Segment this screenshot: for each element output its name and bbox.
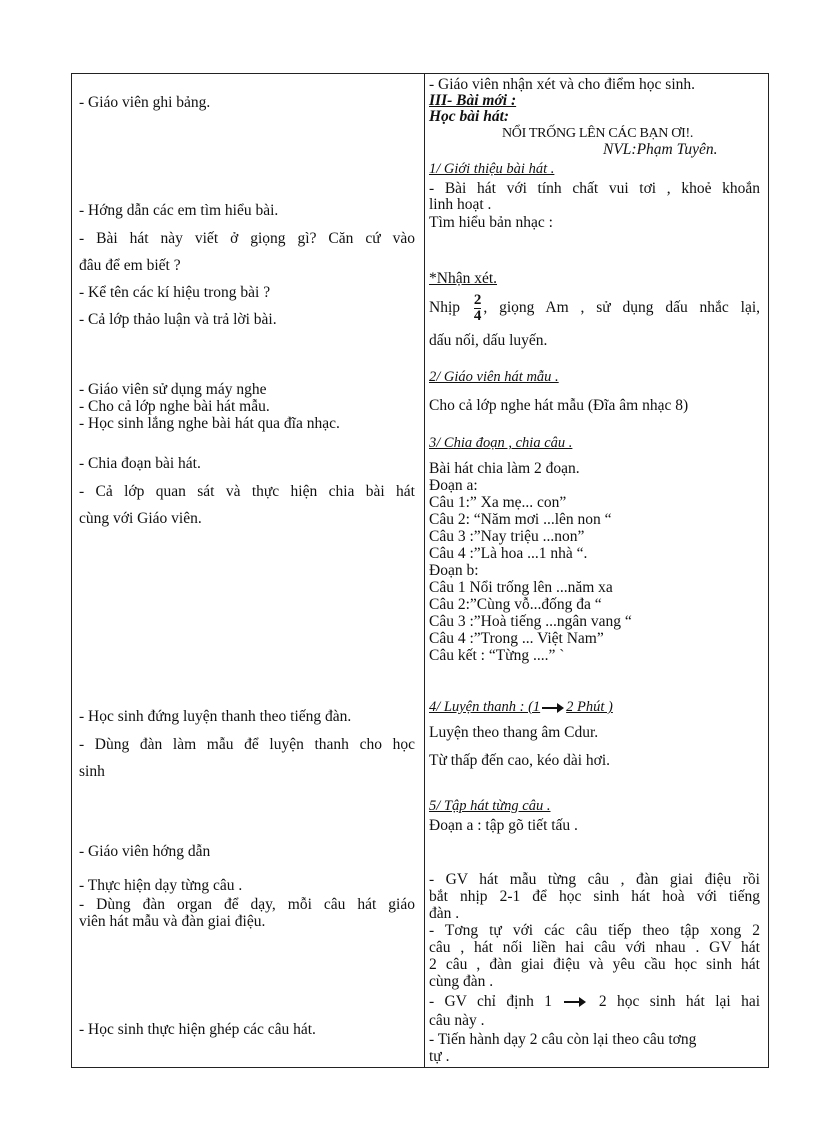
right-line: - Bài hát với tính chất vui tơi , khoẻ khoắn bbox=[429, 180, 760, 197]
subsection-heading: 3/ Chia đoạn , chia câu . bbox=[429, 435, 573, 451]
right-text: Nhịp bbox=[429, 299, 460, 316]
composer: NVL:Phạm Tuyên. bbox=[603, 141, 718, 158]
arrow-right-icon bbox=[542, 703, 564, 713]
right-line: cùng đàn . bbox=[429, 973, 494, 990]
right-line: Câu 2: “Năm mơi ...lên non “ bbox=[429, 511, 612, 528]
right-line: Tìm hiểu bản nhạc : bbox=[429, 214, 553, 231]
left-line: - Cả lớp quan sát và thực hiện chia bài hát bbox=[79, 483, 415, 500]
left-line: - Giáo viên ghi bảng. bbox=[79, 94, 211, 111]
subsection-heading: 1/ Giới thiệu bài hát . bbox=[429, 161, 555, 177]
left-line: - Chia đoạn bài hát. bbox=[79, 455, 201, 472]
right-line: - Tiến hành dạy 2 câu còn lại theo câu tơng bbox=[429, 1031, 697, 1048]
right-line: Đoạn a : tập gõ tiết tấu . bbox=[429, 817, 578, 834]
right-line: câu , hát nối liền hai câu với nhau . GV hát bbox=[429, 939, 760, 956]
right-line: Đoạn a: bbox=[429, 477, 478, 494]
right-line: câu này . bbox=[429, 1012, 485, 1029]
right-line: 2 câu , đàn giai điệu và yêu cầu học sinh hát bbox=[429, 956, 760, 973]
left-line: viên hát mẫu và đàn giai điệu. bbox=[79, 913, 266, 930]
column-divider bbox=[424, 73, 425, 1068]
right-line: tự . bbox=[429, 1048, 450, 1065]
frac-den: 4 bbox=[473, 307, 482, 324]
right-line: linh hoạt . bbox=[429, 196, 492, 213]
right-line bbox=[429, 994, 760, 1010]
left-line: sinh bbox=[79, 763, 105, 780]
right-line: Câu 3 :”Nay triệu ...non” bbox=[429, 528, 585, 545]
right-line: Bài hát chia làm 2 đoạn. bbox=[429, 460, 580, 477]
right-text: 2 học sinh hát lại hai bbox=[598, 993, 761, 1010]
right-line: dấu nối, dấu luyến. bbox=[429, 332, 548, 349]
left-line: - Học sinh đứng luyện thanh theo tiếng đàn. bbox=[79, 708, 352, 725]
right-line: Câu 3 :”Hoà tiếng ...ngân vang “ bbox=[429, 613, 632, 630]
time-signature bbox=[474, 293, 482, 324]
subsection-heading bbox=[429, 699, 613, 716]
left-line: - Kể tên các kí hiệu trong bài ? bbox=[79, 284, 271, 301]
right-line: - GV hát mẫu từng câu , đàn giai điệu rồi bbox=[429, 871, 760, 888]
right-line: Câu 2:”Cùng vỗ...đống đa “ bbox=[429, 596, 602, 613]
right-line: Luyện theo thang âm Cdur. bbox=[429, 724, 599, 741]
lesson-heading: Học bài hát: bbox=[429, 108, 510, 125]
right-line: đàn . bbox=[429, 905, 460, 922]
right-line: Câu kết : “Từng ....” ` bbox=[429, 647, 565, 664]
right-line: Câu 4 :”Trong ... Việt Nam” bbox=[429, 630, 604, 647]
left-line: - Dùng đàn organ để dạy, mỗi câu hát giáo bbox=[79, 896, 415, 913]
left-line: - Cho cả lớp nghe bài hát mẫu. bbox=[79, 398, 270, 415]
left-line: - Giáo viên sử dụng máy nghe bbox=[79, 381, 267, 398]
right-text: , giọng Am , sử dụng dấu nhắc lại, bbox=[483, 299, 761, 316]
song-title: NỔI TRỐNG LÊN CÁC BẠN ƠI!. bbox=[502, 126, 694, 141]
right-line: bắt nhịp 2-1 để học sinh hát hoà với tiếng bbox=[429, 888, 760, 905]
subsection-heading: *Nhận xét. bbox=[429, 270, 498, 287]
heading-text: 4/ Luyện thanh : (1 bbox=[429, 699, 541, 715]
right-line: Câu 4 :”Là hoa ...1 nhà “. bbox=[429, 545, 588, 562]
right-line: Câu 1:” Xa mẹ... con” bbox=[429, 494, 567, 511]
subsection-heading: 2/ Giáo viên hát mẫu . bbox=[429, 369, 559, 385]
left-line: - Bài hát này viết ở giọng gì? Căn cứ vào bbox=[79, 230, 415, 247]
left-line: - Học sinh lắng nghe bài hát qua đĩa nhạc. bbox=[79, 415, 340, 432]
left-line: - Học sinh thực hiện ghép các câu hát. bbox=[79, 1021, 316, 1038]
right-line: - Tơng tự với các câu tiếp theo tập xong 2 bbox=[429, 922, 760, 939]
right-text: - GV chỉ định 1 bbox=[429, 993, 553, 1010]
left-line: - Thực hiện dạy từng câu . bbox=[79, 877, 243, 894]
frac-num: 2 bbox=[473, 291, 482, 308]
left-line: cùng với Giáo viên. bbox=[79, 510, 202, 527]
right-line: Cho cả lớp nghe hát mẫu (Đĩa âm nhạc 8) bbox=[429, 397, 689, 414]
right-line: - Giáo viên nhận xét và cho điểm học sinh. bbox=[429, 76, 696, 93]
arrow-right-icon bbox=[564, 997, 586, 1007]
heading-text: 2 Phút ) bbox=[566, 699, 613, 715]
subsection-heading: 5/ Tập hát từng câu . bbox=[429, 798, 551, 814]
right-line: Từ thấp đến cao, kéo dài hơi. bbox=[429, 752, 611, 769]
left-line: - Giáo viên hớng dẫn bbox=[79, 843, 211, 860]
section-heading: III- Bài mới : bbox=[429, 92, 517, 109]
left-line: đâu để em biết ? bbox=[79, 257, 181, 274]
right-line bbox=[429, 291, 760, 325]
left-line: - Dùng đàn làm mẫu để luyện thanh cho học bbox=[79, 736, 415, 753]
right-line: Câu 1 Nổi trống lên ...năm xa bbox=[429, 579, 613, 596]
left-line: - Cả lớp thảo luận và trả lời bài. bbox=[79, 311, 277, 328]
left-line: - Hớng dẫn các em tìm hiểu bài. bbox=[79, 202, 279, 219]
right-line: Đoạn b: bbox=[429, 562, 479, 579]
